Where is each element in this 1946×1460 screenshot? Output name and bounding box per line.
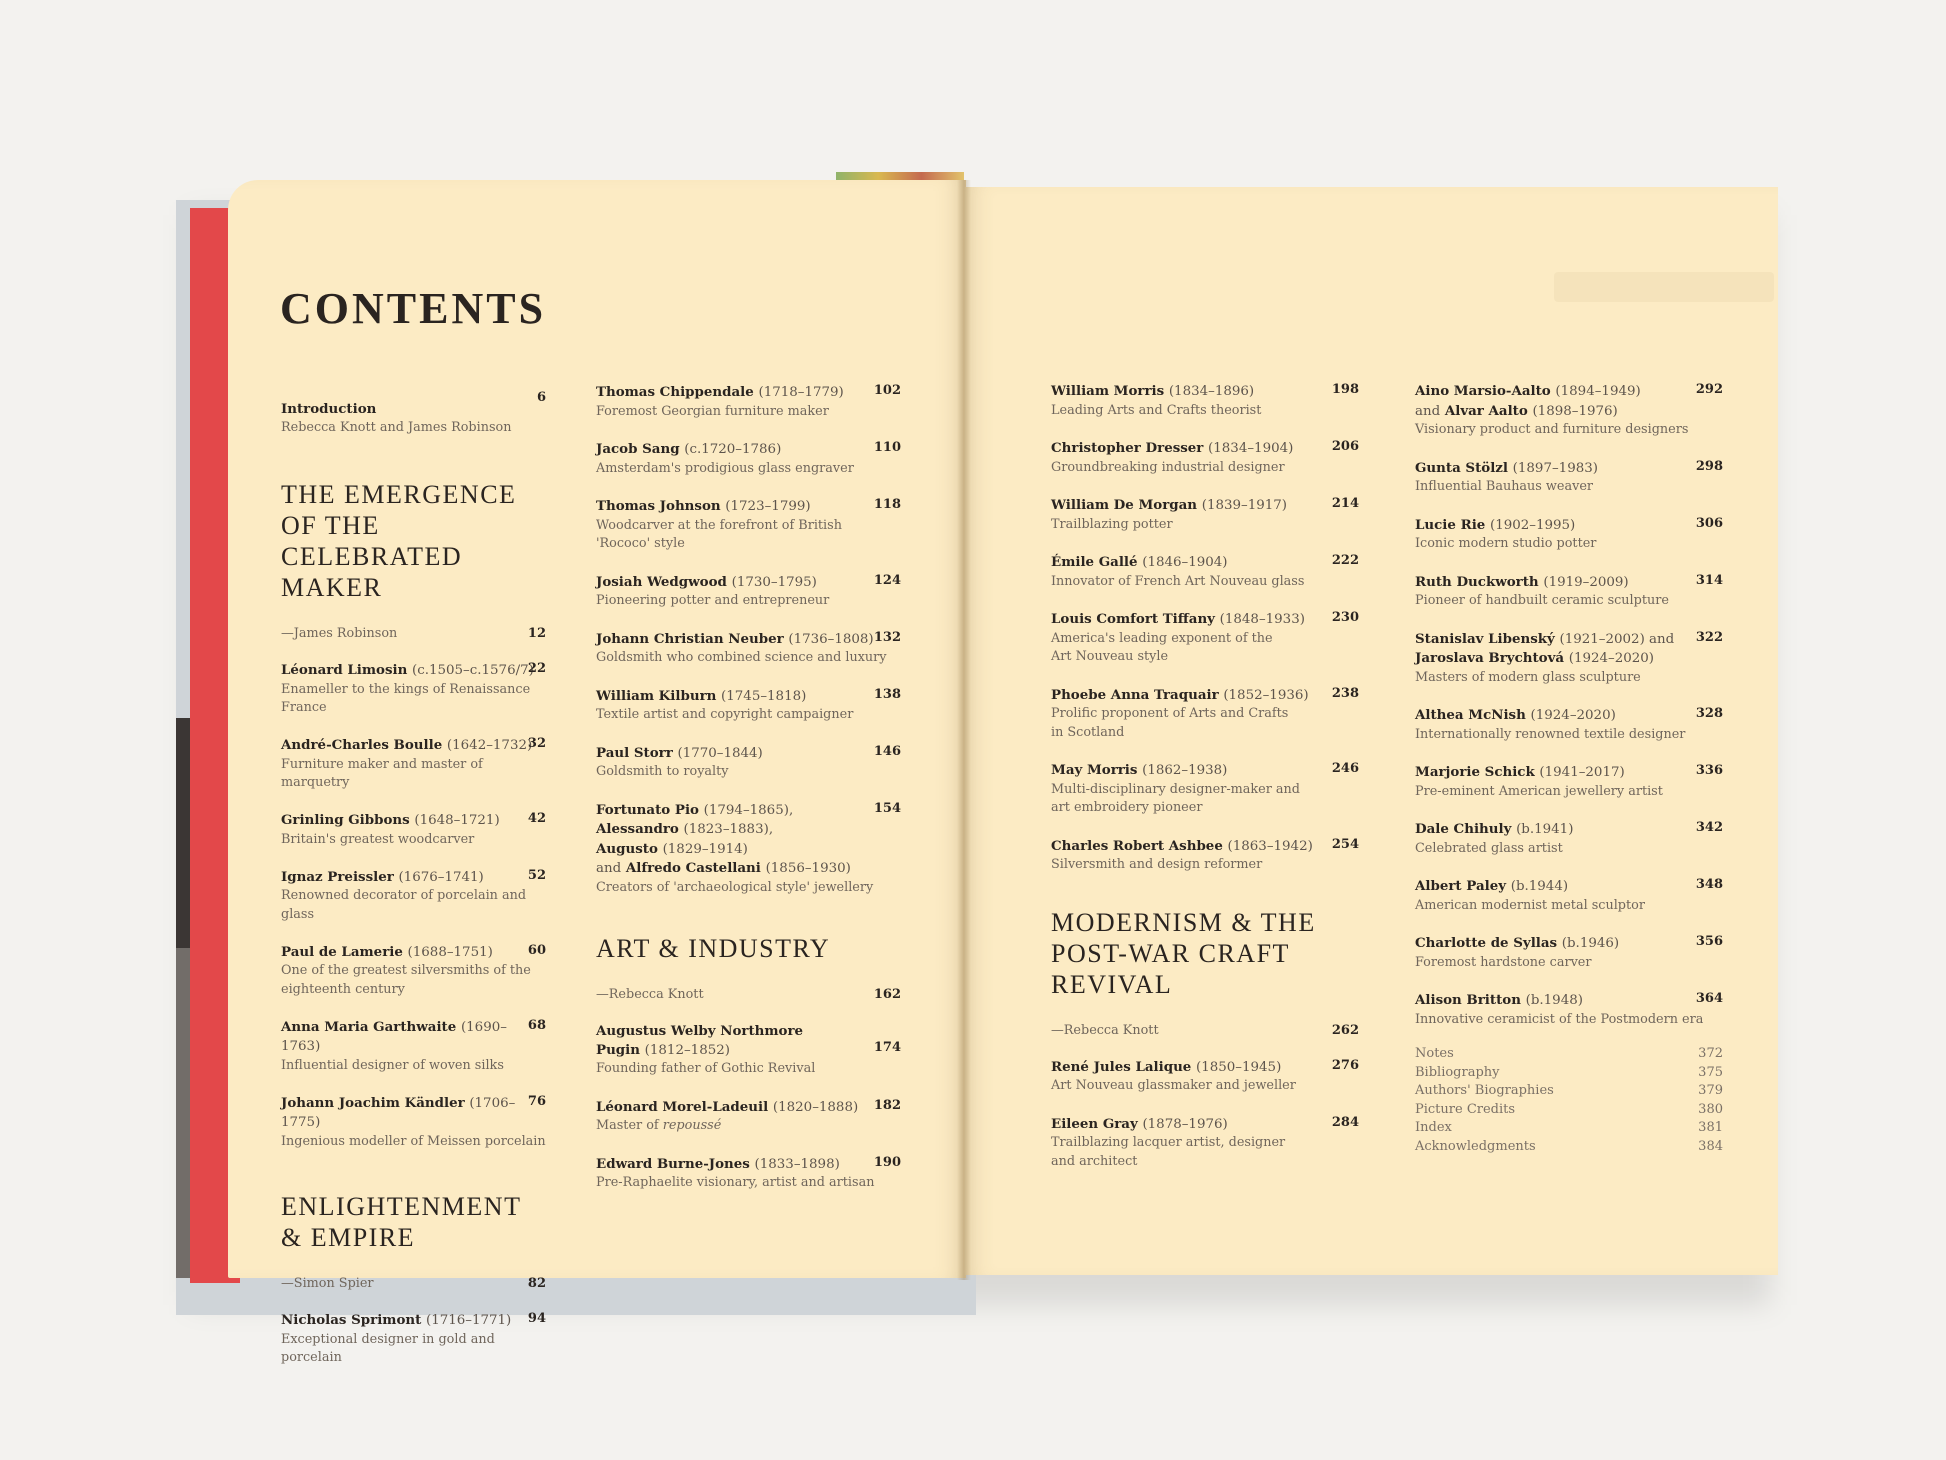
entry-page: 146	[873, 743, 901, 759]
entry-page: 22	[527, 661, 546, 676]
toc-entry[interactable]	[1415, 877, 1723, 915]
entry-page: 214	[1331, 496, 1359, 511]
section-title-line: & EMPIRE	[281, 1223, 416, 1252]
toc-entry[interactable]	[596, 687, 901, 725]
toc-column-1	[281, 390, 546, 1386]
toc-entry[interactable]	[1051, 382, 1359, 420]
section-title-line: MAKER	[281, 573, 383, 602]
entry-page: 124	[873, 572, 901, 588]
entry-desc: Pre-Raphaelite visionary, artist and artisan	[596, 1175, 875, 1190]
section-title-art-industry	[596, 933, 901, 964]
entry-page: 206	[1331, 439, 1359, 454]
entry-name: Althea McNish	[1415, 707, 1526, 723]
entry-desc: Pioneering potter and entrepreneur	[596, 593, 830, 608]
section-author-name: —James Robinson	[281, 626, 398, 641]
toc-entry[interactable]	[1415, 991, 1723, 1029]
section-author-name: —Rebecca Knott	[596, 987, 704, 1002]
entry-name: Pugin	[596, 1041, 640, 1058]
entry-desc: American modernist metal sculptor	[1415, 897, 1645, 913]
entry-page: 276	[1331, 1057, 1359, 1073]
entry-dates: (1863–1942)	[1227, 838, 1313, 854]
entry-desc: Innovative ceramicist of the Postmodern era	[1415, 1011, 1704, 1027]
toc-entry[interactable]	[1051, 553, 1359, 591]
entry-name: René Jules Lalique	[1051, 1058, 1192, 1075]
toc-entry[interactable]	[1051, 496, 1359, 534]
entry-name: Jacob Sang	[596, 441, 680, 457]
section-page: 12	[527, 626, 546, 641]
entry-desc: Leading Arts and Crafts theorist	[1051, 402, 1262, 418]
entry-desc: Groundbreaking industrial designer	[1051, 459, 1285, 475]
entry-page: 132	[873, 629, 901, 645]
back-matter-item[interactable]	[1415, 1082, 1723, 1101]
entry-page: 246	[1331, 761, 1359, 776]
entry-page: 110	[873, 440, 901, 455]
toc-entry[interactable]	[281, 736, 546, 793]
toc-entry[interactable]	[281, 811, 546, 849]
entry-name: William De Morgan	[1051, 497, 1198, 513]
toc-entry[interactable]	[1051, 1115, 1359, 1172]
entry-dates: (1706–1775)	[281, 1095, 516, 1130]
entry-dates: (1898–1976)	[1532, 403, 1618, 419]
entry-page: 76	[527, 1093, 546, 1109]
entry-name: Léonard Limosin	[281, 662, 408, 678]
entry-dates: (1924–2020)	[1568, 651, 1655, 666]
toc-entry[interactable]	[1415, 516, 1723, 554]
entry-dates: (1718–1779)	[758, 385, 844, 400]
toc-entry[interactable]	[1051, 686, 1359, 743]
toc-entries-list	[281, 661, 546, 1151]
section-title-line: THE EMERGENCE	[281, 480, 517, 509]
section-author[interactable]	[281, 1275, 546, 1293]
section-title-line: OF THE CELEBRATED	[281, 511, 463, 571]
entry-dates: (1852–1936)	[1223, 687, 1309, 703]
entry-name: Marjorie Schick	[1415, 764, 1535, 780]
entry-page: 182	[873, 1097, 901, 1113]
toc-entry[interactable]	[596, 744, 901, 782]
entry-dates: (1745–1818)	[721, 688, 807, 704]
entry-name: Albert Paley	[1415, 878, 1507, 894]
back-matter-page: 372	[1698, 1046, 1723, 1061]
entry-name: Dale Chihuly	[1415, 821, 1512, 837]
entry-page: 336	[1695, 763, 1723, 778]
entry-desc: eighteenth century	[281, 981, 405, 997]
toc-entry[interactable]	[281, 1311, 546, 1368]
entry-desc: Rebecca Knott and James Robinson	[281, 419, 512, 435]
back-matter-page: 384	[1698, 1138, 1723, 1154]
section-author-name: —Rebecca Knott	[1051, 1022, 1159, 1038]
entry-name: Fortunato Pio	[596, 801, 699, 818]
entry-dates: (1894–1949)	[1555, 384, 1641, 399]
entry-page: 42	[527, 811, 546, 826]
entry-name: Alessandro	[596, 821, 679, 837]
entry-conjunction: and	[1415, 403, 1441, 419]
entry-desc: Masters of modern glass sculpture	[1415, 669, 1641, 685]
entry-desc: art embroidery pioneer	[1051, 800, 1203, 815]
section-title-emergence	[281, 479, 546, 603]
entry-page: 292	[1695, 382, 1723, 397]
entry-dates: (1676–1741)	[398, 869, 484, 885]
entry-page: 94	[527, 1311, 546, 1326]
entry-name: Ignaz Preissler	[281, 868, 394, 885]
entry-desc: Silversmith and design reformer	[1051, 857, 1263, 872]
toc-entry[interactable]	[1051, 439, 1359, 477]
entry-desc: Pre-eminent American jewellery artist	[1415, 783, 1663, 799]
entry-desc: Internationally renowned textile designer	[1415, 726, 1686, 742]
entry-dates: (1850–1945)	[1196, 1059, 1282, 1075]
entry-desc-italic: repoussé	[662, 1118, 722, 1133]
toc-entry[interactable]	[596, 497, 901, 554]
entry-page: 328	[1695, 706, 1723, 721]
entry-page: 306	[1695, 515, 1723, 531]
entry-desc: Iconic modern studio potter	[1415, 536, 1597, 551]
back-matter-label: Acknowledgments	[1415, 1138, 1536, 1154]
entry-dates: (b.1944)	[1510, 879, 1569, 894]
toc-entry[interactable]	[1051, 761, 1359, 818]
toc-entry[interactable]	[1415, 706, 1723, 744]
entry-page: 364	[1695, 991, 1723, 1006]
entry-dates: (1848–1933)	[1219, 612, 1305, 627]
entry-dates: (1921–2002) and	[1559, 631, 1675, 647]
entry-dates: (1829–1914)	[662, 841, 748, 857]
section-title-line: ART & INDUSTRY	[596, 934, 831, 963]
toc-entry[interactable]	[1051, 1058, 1359, 1096]
section-title-line: ENLIGHTENMENT	[281, 1192, 522, 1221]
entry-page: 118	[873, 497, 901, 512]
section-title-line: MODERNISM & THE	[1051, 907, 1316, 937]
section-title-line: REVIVAL	[1051, 969, 1173, 999]
entry-dates: (1919–2009)	[1543, 574, 1629, 590]
entry-dates: (1902–1995)	[1489, 517, 1576, 533]
toc-entry-aalto[interactable]	[1415, 382, 1723, 440]
entry-dates: (1820–1888)	[772, 1099, 859, 1115]
section-page: 162	[873, 987, 901, 1002]
back-matter-item[interactable]	[1415, 1045, 1723, 1064]
entry-desc: Amsterdam's prodigious glass engraver	[596, 460, 854, 476]
back-matter-page: 380	[1698, 1101, 1723, 1117]
entry-name: Nicholas Sprimont	[281, 1312, 422, 1328]
entry-page: 342	[1695, 820, 1723, 835]
entry-desc: Creators of 'archaeological style' jewellery	[596, 879, 874, 895]
entry-name: William Kilburn	[596, 687, 717, 704]
toc-entry[interactable]	[1051, 610, 1359, 667]
entry-dates: (1833–1898)	[754, 1156, 840, 1172]
back-matter-page: 381	[1698, 1120, 1723, 1135]
entry-name: Eileen Gray	[1051, 1115, 1138, 1132]
entry-page: 314	[1695, 572, 1723, 588]
entry-page: 102	[873, 383, 901, 398]
section-author[interactable]	[1051, 1022, 1359, 1040]
entry-desc: Influential designer of woven silks	[281, 1057, 504, 1073]
back-matter-label: Notes	[1415, 1046, 1454, 1061]
entry-dates: (c.1505–c.1576/7)	[412, 663, 534, 678]
entry-dates: (1716–1771)	[425, 1313, 512, 1328]
entry-desc: Renowned decorator of porcelain and glass	[281, 888, 527, 922]
entry-dates: (1878–1976)	[1142, 1116, 1228, 1132]
entry-desc: and architect	[1051, 1153, 1138, 1169]
entry-page: 6	[536, 390, 546, 405]
entry-name: André-Charles Boulle	[281, 737, 443, 753]
entry-desc: Visionary product and furniture designers	[1415, 422, 1689, 437]
section-author[interactable]	[281, 625, 546, 643]
entry-name: Charlotte de Syllas	[1415, 935, 1558, 951]
toc-column-2	[596, 383, 901, 1212]
entry-name: Josiah Wedgwood	[596, 573, 727, 590]
entry-dates: (1648–1721)	[414, 813, 500, 828]
entry-desc: Furniture maker and master of marquetry	[281, 756, 483, 790]
entry-name: Augusto	[596, 840, 658, 857]
toc-entry[interactable]	[1415, 934, 1723, 972]
section-author[interactable]	[596, 986, 901, 1004]
toc-entry-introduction[interactable]	[281, 390, 546, 437]
entry-dates: (1856–1930)	[765, 861, 851, 876]
entry-desc: Ingenious modeller of Meissen porcelain	[281, 1133, 546, 1149]
entry-dates: (c.1720–1786)	[684, 442, 782, 457]
entry-page: 174	[873, 1040, 901, 1055]
entry-dates: (1846–1904)	[1142, 555, 1228, 570]
entry-page: 284	[1331, 1114, 1359, 1130]
back-matter-item[interactable]	[1415, 1119, 1723, 1138]
entry-page: 52	[527, 867, 546, 883]
entry-desc: Foremost Georgian furniture maker	[596, 403, 829, 419]
entry-page: 238	[1331, 685, 1359, 701]
entry-desc: Pioneer of handbuilt ceramic sculpture	[1415, 593, 1669, 608]
entry-dates: (1823–1883),	[683, 822, 774, 837]
entry-name: Phoebe Anna Traquair	[1051, 686, 1219, 703]
toc-entry[interactable]	[596, 1098, 901, 1136]
back-matter-item[interactable]	[1415, 1138, 1723, 1157]
toc-entry[interactable]	[281, 1018, 546, 1076]
entry-name: Paul Storr	[596, 744, 673, 761]
entry-desc: Influential Bauhaus weaver	[1415, 479, 1594, 494]
entry-dates: (1770–1844)	[677, 745, 763, 761]
entry-dates: (1690–1763)	[281, 1019, 507, 1054]
toc-entry[interactable]	[281, 661, 546, 718]
entry-name: Thomas Chippendale	[596, 384, 754, 400]
entry-name: Paul de Lamerie	[281, 943, 403, 960]
entry-dates: (b.1948)	[1525, 993, 1583, 1008]
toc-entry-libensky[interactable]	[1415, 630, 1723, 688]
entry-name: Edward Burne-Jones	[596, 1155, 750, 1172]
entry-name: Aino Marsio-Aalto	[1415, 383, 1551, 399]
entry-name: May Morris	[1051, 762, 1138, 778]
entry-desc: Trailblazing lacquer artist, designer	[1051, 1135, 1286, 1150]
entry-page: 198	[1331, 382, 1359, 397]
toc-entry[interactable]	[1415, 573, 1723, 611]
entry-page: 154	[873, 800, 901, 816]
entry-dates: (b.1946)	[1561, 936, 1620, 951]
toc-column-4	[1415, 382, 1723, 1156]
toc-entry[interactable]	[1415, 459, 1723, 497]
entry-dates: (1941–2017)	[1539, 765, 1625, 780]
entry-page: 348	[1695, 877, 1723, 892]
entry-desc: 'Rococo' style	[596, 536, 685, 551]
section-title-line: POST-WAR CRAFT	[1051, 938, 1290, 968]
entry-desc: Goldsmith to royalty	[596, 764, 729, 779]
entry-name: Ruth Duckworth	[1415, 573, 1539, 590]
entry-name: Gunta Stölzl	[1415, 459, 1508, 476]
entry-name: Johann Joachim Kändler	[281, 1094, 465, 1111]
toc-entry[interactable]	[596, 440, 901, 478]
entry-name: Johann Christian Neuber	[596, 630, 784, 647]
entry-name: Alison Britton	[1415, 992, 1521, 1008]
toc-entry[interactable]	[1051, 837, 1359, 875]
toc-entry[interactable]	[596, 630, 901, 668]
entry-name: Introduction	[281, 401, 377, 417]
entry-name: Augustus Welby Northmore	[596, 1023, 804, 1039]
toc-entry[interactable]	[281, 868, 546, 925]
toc-entry[interactable]	[281, 943, 546, 1000]
entry-page: 254	[1331, 836, 1359, 852]
entry-name: Grinling Gibbons	[281, 812, 410, 828]
entry-page: 60	[527, 942, 546, 958]
section-page: 262	[1331, 1022, 1359, 1038]
back-matter-label: Bibliography	[1415, 1064, 1500, 1080]
entry-name: Lucie Rie	[1415, 516, 1486, 533]
entry-name: Léonard Morel-Ladeuil	[596, 1098, 769, 1115]
entry-desc: Art Nouveau glassmaker and jeweller	[1051, 1078, 1296, 1093]
toc-entry[interactable]	[596, 1155, 901, 1193]
back-matter-page: 379	[1698, 1083, 1723, 1098]
back-matter-list	[1415, 1045, 1723, 1156]
section-title-enlightenment	[281, 1191, 546, 1253]
entry-desc: Britain's greatest woodcarver	[281, 831, 475, 847]
entry-desc: Multi-disciplinary designer-maker and	[1051, 781, 1300, 797]
back-matter-label: Picture Credits	[1415, 1101, 1516, 1117]
entry-page: 68	[527, 1017, 546, 1033]
section-page: 82	[527, 1276, 546, 1291]
entry-desc: Prolific proponent of Arts and Crafts	[1051, 706, 1289, 721]
toc-entry[interactable]	[596, 383, 901, 421]
book-gutter	[957, 180, 971, 1280]
show-through-heading	[1554, 272, 1774, 302]
entry-dates: (1794–1865),	[703, 802, 794, 818]
section-author-name: —Simon Spier	[281, 1276, 374, 1291]
entry-name: Christopher Dresser	[1051, 440, 1204, 456]
entry-dates: (1924–2020)	[1530, 708, 1616, 723]
contents-title: CONTENTS	[280, 284, 547, 333]
entry-desc: Goldsmith who combined science and luxury	[596, 650, 887, 665]
back-matter-item[interactable]	[1415, 1064, 1723, 1083]
entry-name: Jaroslava Brychtová	[1415, 650, 1565, 666]
back-matter-label: Authors' Biographies	[1415, 1083, 1554, 1098]
toc-entry[interactable]	[281, 1094, 546, 1152]
entry-dates: (1839–1917)	[1201, 498, 1288, 513]
toc-entry[interactable]	[1415, 820, 1723, 858]
entry-name: Alvar Aalto	[1444, 402, 1528, 419]
entry-page: 190	[873, 1154, 901, 1170]
entry-page: 356	[1695, 934, 1723, 949]
entry-desc: Celebrated glass artist	[1415, 840, 1563, 856]
entry-name: Louis Comfort Tiffany	[1051, 611, 1215, 627]
entry-dates: (1862–1938)	[1142, 763, 1228, 778]
entry-desc: Master of	[596, 1118, 659, 1133]
entry-desc: One of the greatest silversmiths of the	[281, 963, 531, 978]
entry-page: 222	[1331, 553, 1359, 568]
entry-page: 322	[1695, 629, 1723, 645]
entry-desc: Trailblazing potter	[1051, 516, 1173, 532]
entry-page: 298	[1695, 458, 1723, 474]
entry-name: Charles Robert Ashbee	[1051, 837, 1223, 854]
entry-dates: (1730–1795)	[731, 574, 817, 590]
entry-page: 32	[527, 736, 546, 751]
entry-dates: (1642–1732)	[446, 738, 533, 753]
back-matter-label: Index	[1415, 1120, 1452, 1135]
entry-desc: Exceptional designer in gold and porcelain	[281, 1331, 495, 1365]
entry-desc: Textile artist and copyright campaigner	[596, 707, 854, 722]
toc-entry-castellani[interactable]	[596, 801, 901, 898]
entry-desc: Founding father of Gothic Revival	[596, 1061, 816, 1076]
entry-conjunction: and	[596, 861, 622, 876]
entry-name: William Morris	[1051, 383, 1165, 399]
entry-name: Anna Maria Garthwaite	[281, 1018, 457, 1035]
back-matter-item[interactable]	[1415, 1101, 1723, 1120]
toc-entry[interactable]	[596, 573, 901, 611]
entry-dates: (1834–1896)	[1168, 384, 1255, 399]
entry-name: Stanislav Libenský	[1415, 630, 1555, 647]
entry-name: Émile Gallé	[1051, 554, 1138, 570]
entry-name: Thomas Johnson	[596, 498, 721, 514]
entry-desc: Woodcarver at the forefront of British	[596, 517, 842, 533]
back-matter-page: 375	[1698, 1064, 1723, 1080]
entry-page: 138	[873, 686, 901, 702]
entry-desc: in Scotland	[1051, 724, 1125, 740]
entry-dates: (1812–1852)	[644, 1042, 730, 1058]
section-title-modernism	[1051, 907, 1359, 1000]
entry-desc: Enameller to the kings of Renaissance France	[281, 681, 531, 715]
entry-desc: Foremost hardstone carver	[1415, 954, 1592, 970]
entry-desc: America's leading exponent of the	[1051, 630, 1273, 646]
entry-dates: (1834–1904)	[1208, 441, 1294, 456]
entry-dates: (1688–1751)	[407, 944, 493, 960]
entry-page: 230	[1331, 610, 1359, 625]
entry-dates: (b.1941)	[1516, 822, 1574, 837]
toc-column-3	[1051, 382, 1359, 1190]
entry-dates: (1736–1808)	[788, 631, 874, 647]
entry-dates: (1723–1799)	[725, 499, 811, 514]
toc-entry[interactable]	[1415, 763, 1723, 801]
entry-desc: Innovator of French Art Nouveau glass	[1051, 573, 1305, 589]
entry-name: Alfredo Castellani	[625, 860, 761, 876]
entry-dates: (1897–1983)	[1512, 460, 1598, 476]
toc-entry-pugin[interactable]	[596, 1022, 901, 1079]
entry-desc: Art Nouveau style	[1051, 649, 1169, 664]
